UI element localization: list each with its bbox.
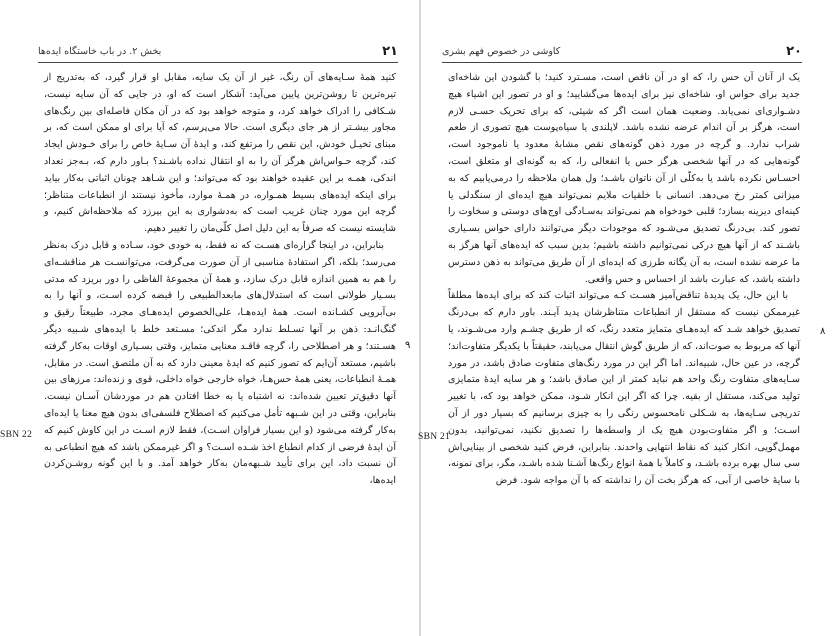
right-page — [420, 0, 840, 636]
right-paragraph-number: ۸ — [820, 326, 826, 337]
left-sbn-reference: SBN 22 — [0, 430, 33, 440]
left-header-rule — [38, 62, 398, 63]
right-page-header — [442, 42, 802, 60]
left-paragraph-number: ۹ — [405, 340, 411, 351]
right-paragraph-2: با این حال، یک پدیدهٔ تناقض‌آمیز هسـت کـه می‌تواند اثبات کند که برای ایده‌ها مطلقاً غیرممکن نیست که مستقل از انطباعات متناظرشان پدید آیـند. باور دارم که بی‌درنگ تصدیق خواهد شـد که ایده‌هـای متمایز متعدد رنگ، که از طریق چشـم وارد می‌شـوند، یا آنها که مربوط به صوت‌اند، که از طریق گوش انتقال می‌یابند، حقیقتاً با یکدیگر متفاوت‌اند؛ گرچه، در عین حال، شبیه‌اند. اما اگر این در مورد رنگ‌های متفاوت صادق باشد، در مورد سـایه‌های متفاوت رنگ واحد هم نباید کمتر از این صادق باشد؛ و هر سایه ایدهٔ متمایزی تولید می‌کند، مستقل از بقیه. چرا که اگر این انکار شـود، ممکن خواهد بود که، با تغییر تدریجی سـایه‌ها، به شـکلی نامحسوس رنگی را به چیزی برسانیم که بسیار دور از آن اسـت؛ و اگر متفاوت‌بودن هیچ یک از واسطه‌ها را تصدیق نکنید، نمی‌توانید، بدون مهمل‌گویی، انکار کنید که نقاط انتهایی واحدند. بنابراین، فرض کنید شخصی از بینایی‌اش سی سال بهره برده باشـد، و کاملاً با همهٔ انواع رنگ‌ها آشـنا شده باشـد، مگر، برای نمونه، با سایهٔ خاصی از آبی، که هرگز بخت آن را نداشته که با آن مواجه شود. فرض — [448, 290, 800, 487]
right-header-rule — [442, 62, 802, 63]
left-page-number: ۲۱ — [382, 43, 398, 59]
right-paragraph-1: یک از آنان آن حس را، که او در آن ناقص است، مسـترد کنید؛ با گشودن این شاخه‌ای جدید برای حواس او، شاخه‌ای نیز برای ایده‌ها می‌گشایید؛ و او در تصور این اشیاء هیچ دشـواری‌ای نمی‌یابد. وضعیت همان است اگر که شیئی، که برای تحریک حسـی لازم است، هرگز بر آن اندام عرضه نشده باشد. لاپلندی یا سیاه‌پوست هیچ تصوری از طعم شراب ندارد. و گرچه در مورد ذهن گونه‌های نقص مشابهٔ معدود یا ناموجود است، گونه‌هایی که در آنها شخصی هرگز حس یا انفعالی را، که به گونه‌ای او متعلق است، احسـاس نکرده باشد یا به‌کلّی از آن ناتوان باشـد؛ ول همان ملاحظه را درمی‌یابیم که به میزانی کمتر رخ می‌دهد. انسانی با خلقیات ملایم نمی‌تواند هیچ ایده‌ای از سنگدلی یا کینه‌ای دیرینه بسازد؛ قلبی خودخواه هم نمی‌تواند به‌سـادگی اوج‌های دوستی و سخاوت را تصور کند. بی‌درنگ تصدیق می‌شـود که موجودات دیگر می‌توانند دارای حواس بسـیاری باشـند که از آنها هیچ درکی نمی‌توانیم داشته باشیم؛ بدین سبب که ایده‌های آنها هرگز به ما عرضه نشده است، به آن یگانه طرزی که ایده‌ای از آن طریق می‌تواند به ذهن دسترس داشته باشد، که عبارت باشد از احساس و حس واقعی. — [448, 72, 800, 285]
left-paragraph-1: کنید همهٔ سـایه‌های آن رنگ، غیر از آن یک سایه، مقابل او قرار گیرد، که به‌تدریج از تیره‌ترین تا روشن‌ترین پایین می‌آید: آشکار است که او، در جایی که آن سایه نیست، شـکافی را ادراک خواهد کرد، و متوجه خواهد بود که در آن مکان فاصله‌ای بین رنگ‌های مجاور بیشـتر از هر جای دیگری است. حالا می‌پرسم، که آیا برای او ممکن است که، بر مبنای تخیـل خودش، این نقص را مرتفع کند، و ایدهٔ آن سـایهٔ خاص را برای خـودش ایجاد کند، گرچه حـواس‌اش هرگز آن را به او انتقال نداده باشـند؟ بـاور دارم که، بـه‌جز تعداد اندکی، همـه بر این عقیده خواهند بود که می‌تواند؛ و این شـاهد چونان اثباتی به‌کار بیاید برای اینکه ایده‌های بسیط همـواره، در همـهٔ موارد، مأخوذ نیستند از انطباعات متناظر؛ گرچه این مورد چنان غریب است که به‌دشواری به این بیرزد که ملاحظه‌اش کنیم، و شایسته نیست که صرفاً به این دلیل اصل کلّی‌مان را تغییر دهیم. — [44, 72, 396, 235]
right-running-head: کاوشی در خصوص فهم بشری — [442, 45, 561, 57]
right-sbn-reference: SBN 21 — [418, 432, 451, 442]
left-page-header — [38, 42, 398, 60]
left-running-head: بخش ۲. در باب خاستگاه ایده‌ها — [38, 45, 162, 57]
right-page-number: ۲۰ — [786, 43, 802, 59]
left-paragraph-2: بنابراین، در اینجا گزاره‌ای هسـت که نه فقط، به خودی خود، سـاده و قابل درک به‌نظر می‌رسد؛ بلکه، اگر استفادهٔ مناسبی از آن صورت می‌گرفت، می‌توانسـت هر مناقشـه‌ای را هم به همین اندازه قابل درک سازد، و همهٔ آن مجموعهٔ الفاظی را دور بریزد که مدتی بسـیار طولانی است که استدلال‌های مابعدالطبیعی را قبضه کرده اسـت، و آنها را به بی‌آبرویی کشـانده است. همهٔ ایده‌هـا، علی‌الخصوص ایده‌هـای مجرد، طبیعتاً رقیق و گنگ‌انـد: ذهن بر آنها تسـلط ندارد مگر اندکی؛ مسـتعد خلط با ایده‌های شـبیه دیگر هسـتند؛ و هر اصطلاحی را، گرچه فاقـد معنایی متمایز، وقتی بسـیاری اوقات به‌کار گرفته باشیم، مستعد آن‌ایم که تصور کنیم که ایدهٔ معینی دارد که به آن ملتصق است. در مقابل، همـهٔ انطباعات، یعنی همهٔ حس‌هـا، خواه خارجی خواه داخلی، قوی و زنده‌اند: مرزهای بین آنها دقیق‌تر تعیین شده‌اند: نه اشتباه یا به خطا افتادن هم در موردشان آسـان نیست. بنابراین، وقتی در این شـبهه تأمل می‌کنیم که اصطلاح فلسفی‌ای بدون هیچ معنا یا ایده‌ای به‌کار گرفته می‌شود (و این بسیار فراوان اسـت)، فقط لازم اسـت در این کاوش کنیم که آن ایدهٔ فرضی از کدام انطباع اخذ شـده اسـت؟ و اگر غیرممکن باشد که هیچ انطباعی به آن نسبت داد، این برای تأیید شـبهه‌مان به‌کار خواهد آمد. و با این گونه روشـن‌کردن ایده‌ها، — [44, 239, 396, 487]
left-page-body — [44, 70, 396, 490]
right-page-body — [448, 70, 800, 490]
